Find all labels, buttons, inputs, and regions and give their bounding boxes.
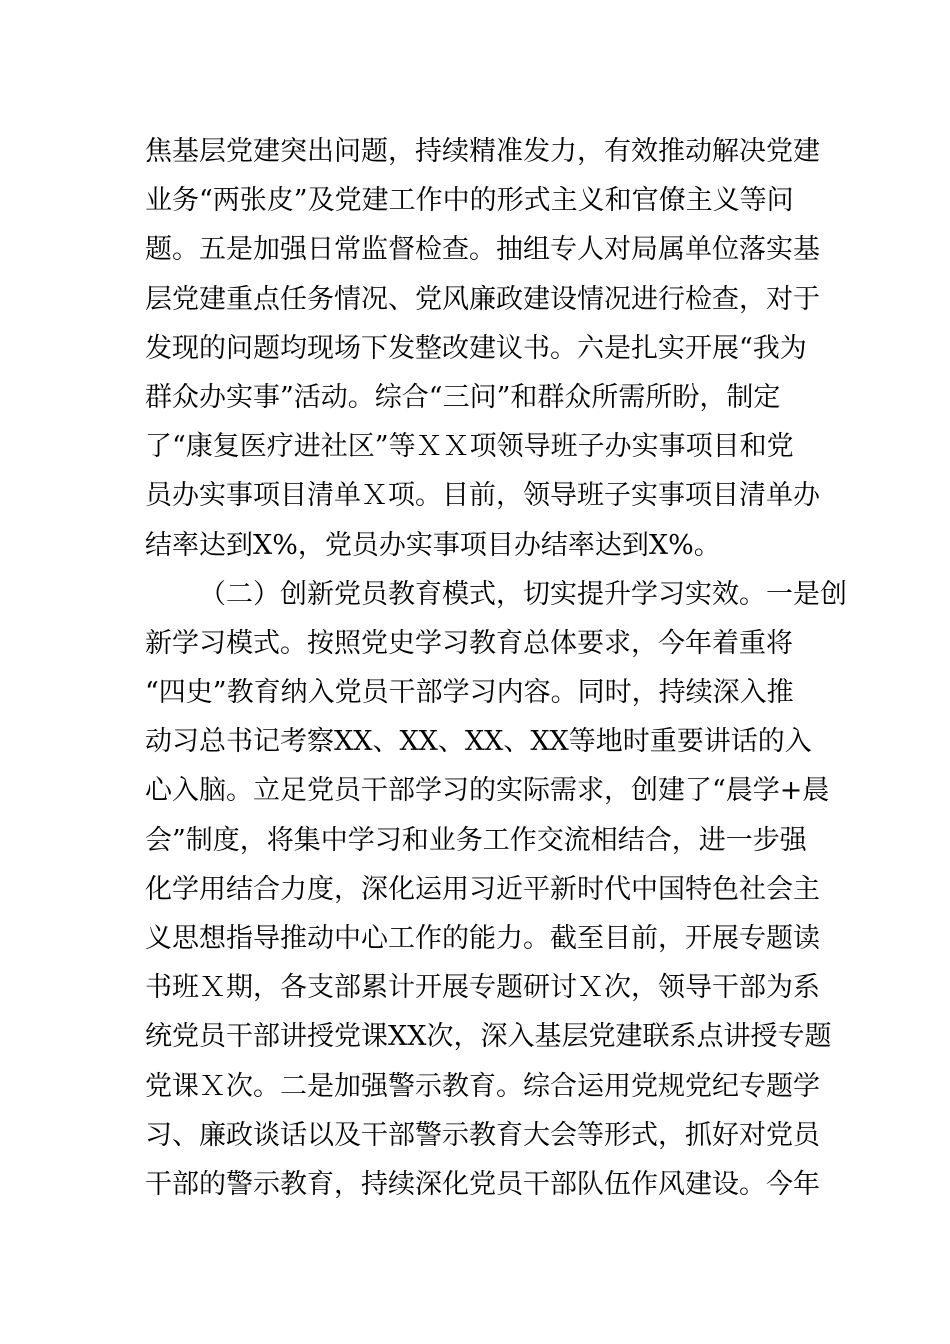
text-line: 化学用结合力度，深化运用习近平新时代中国特色社会主 <box>145 873 820 905</box>
text-line: 业务“两张皮”及党建工作中的形式主义和官僚主义等问 <box>145 185 794 217</box>
text-line: 动习总书记考察XX、XX、XX、XX等地时重要讲话的入 <box>145 726 812 758</box>
text-line: 焦基层党建突出问题，持续精准发力，有效推动解决党建 <box>145 136 820 167</box>
text-line: 心入脑。立足党员干部学习的实际需求，创建了“晨学+晨 <box>145 775 830 807</box>
text-line: “四史”教育纳入党员干部学习内容。同时，持续深入推 <box>145 677 794 709</box>
text-line: 了“康复医疗进社区”等ＸＸ项领导班子办实事项目和党 <box>145 431 794 463</box>
text-line: 义思想指导推动中心工作的能力。截至目前，开展专题读 <box>145 923 820 954</box>
text-line: 干部的警示教育，持续深化党员干部队伍作风建设。今年 <box>145 1168 820 1200</box>
text-line: 新学习模式。按照党史学习教育总体要求，今年着重将 <box>145 627 793 659</box>
text-line: 结率达到X%，党员办实事项目办结率达到X%。 <box>145 529 721 561</box>
section-heading-line: （二）创新党员教育模式，切实提升学习实效。一是创 <box>199 578 847 610</box>
text-line: 统党员干部讲授党课XX次，深入基层党建联系点讲授专题 <box>145 1021 832 1053</box>
text-line: 群众办实事”活动。综合“三问”和群众所需所盼，制定 <box>145 381 781 413</box>
text-line: 员办实事项目清单Ｘ项。目前，领导班子实事项目清单办 <box>145 480 820 512</box>
text-line: 层党建重点任务情况、党风廉政建设情况进行检查，对于 <box>145 283 820 315</box>
text-line: 发现的问题均现场下发整改建议书。六是扎实开展“我为 <box>145 332 807 364</box>
document-body <box>145 127 847 1209</box>
text-line: 书班Ｘ期，各支部累计开展专题研讨Ｘ次，领导干部为系 <box>145 972 820 1004</box>
text-line: 会”制度，将集中学习和业务工作交流相结合，进一步强 <box>145 824 807 856</box>
text-line: 习、廉政谈话以及干部警示教育大会等形式，抓好对党员 <box>145 1119 820 1151</box>
text-line: 党课Ｘ次。二是加强警示教育。综合运用党规党纪专题学 <box>145 1070 820 1102</box>
text-line: 题。五是加强日常监督检查。抽组专人对局属单位落实基 <box>145 234 820 266</box>
